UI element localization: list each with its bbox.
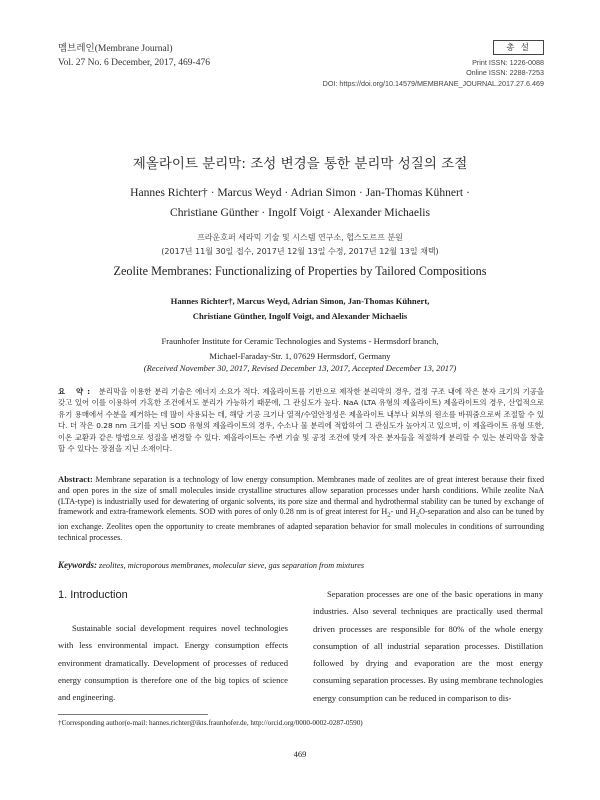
- abstract-english-text: Membrane separation is a technology of low energy consumption. Membranes made of zeolites are of great interest because their fixed and open pores in the size of small molecules inside crystalline structures allow separation processes under harsh conditions. While zeolite NaA (LTA-type) is industrially used for dewatering of organic solvents, its pore size and thermal and hydrothermal stability can be tuned by exchange of framework and extra-framework elements. SOD with pores of only 0.28 nm is of great interest for H: [58, 475, 544, 517]
- affiliation-english: [40, 334, 560, 363]
- paragraph: Sustainable social development requires novel technologies with less environmental impact. Energy consumption effects environment dramatically. Development of processes of reduced energy consumption is therefore one of the big topics of science and engineering.: [58, 623, 288, 703]
- footnote-divider: [58, 714, 208, 715]
- volume-info: Vol. 27 No. 6 December, 2017, 469-476: [58, 58, 210, 68]
- corresponding-author-footnote: †Corresponding author(e-mail: hannes.richter@ikts.fraunhofer.de, http://orcid.org/0000-0002-0287-0590): [58, 719, 363, 727]
- authors-korean-section: [40, 183, 560, 223]
- authors-english: [40, 294, 560, 324]
- online-issn: Online ISSN: 2288-7253: [466, 68, 544, 77]
- authors-english-line-1: Hannes Richter†, Marcus Weyd, Adrian Simon, Jan-Thomas Kühnert,: [170, 296, 430, 306]
- authors-english-line-2: Christiane Günther, Ingolf Voigt, and Alexander Michaelis: [192, 311, 408, 321]
- article-type-badge: 총 설: [493, 40, 544, 55]
- issn-block: [323, 40, 544, 89]
- affiliation-english-line-1: Fraunhofer Institute for Ceramic Technologies and Systems - Hermsdorf branch,: [161, 336, 439, 346]
- abstract-korean-label: 요 약:: [58, 387, 95, 396]
- title-korean: 제올라이트 분리막: 조성 변경을 통한 분리막 성질의 조절: [132, 156, 468, 172]
- dates-korean: (2017년 11월 30일 접수, 2017년 12월 13일 수정, 2017년 12월 13일 채택): [161, 247, 439, 256]
- journal-header: [58, 42, 210, 70]
- keywords-label: Keywords:: [58, 560, 97, 570]
- abstract-english-label: Abstract:: [58, 474, 93, 484]
- abstract-korean-text: 분리막을 이용한 분리 기술은 에너지 소요가 적다. 제올라이트를 기반으로 제작한 분리막의 경우, 결정 구조 내에 작은 분자 크기의 기공을 갖고 있어 이를 이용하여 가혹한 조건에서도 분리가 가능하기 때문에, 그 관심도가 높다. NaA (LTA 유형의 제올라이트) 제올라이트의 경우, 산업적으로 유기 용매에서 수분을 제거하는 데 많이 사용되는 데, 해당 기공 크기나 열적/수열안정성은 제올라이트 내부나 외부의 원소를 바꿔줌으로써 조절할 수 있다. 더 작은 0.28 nm 크기를 지닌 SOD 유형의 제올라이트의 경우, 수소나 물 분리에 적합하여 그 관심도가 높아지고 있으며, 이 제올라이트 유형 또한, 이온 교환과 같은 방법으로 성질을 변경할 수 있다. 제올라이트는 주변 기술 및 공정 조건에 맞게 작은 분자들을 적절하게 분리할 수 있는 분리막을 창출할 수 있다는 장점을 지닌 소재이다.: [58, 387, 545, 454]
- subscript-h2-b: 2: [415, 512, 420, 519]
- body-column-left: [58, 620, 288, 706]
- abstract-english-tail: O-separation and also can be tuned by ion exchange. Zeolites open the opportunity to create membranes of adapted separation behavior for small molecules in conditions of surrounding technical processes.: [58, 507, 544, 542]
- abstract-english-mid: - und H: [390, 507, 416, 517]
- print-issn: Print ISSN: 1226-0088: [472, 57, 544, 67]
- abstract-english: [58, 474, 544, 543]
- journal-name: 멤브레인(Membrane Journal): [58, 44, 173, 54]
- title-english: Zeolite Membranes: Functionalizing of Properties by Tailored Compositions: [113, 264, 487, 278]
- paragraph: Separation processes are one of the basic operations in many industries. Also several techniques are practically used thermal driven processes are responsible for 80% of the whole energy consumption of all industrial separation processes. Distillation followed by drying and evaporation are the most energy consuming separation processes. By using membrane technologies energy consumption can be reduced in comparison to dis-: [313, 589, 543, 703]
- affiliation-korean-line-1: 프라운호퍼 세라믹 기술 및 시스템 연구소, 헙스도르프 분원: [197, 233, 403, 242]
- affiliation-english-line-2: Michael-Faraday-Str. 1, 07629 Hermsdorf, Germany: [209, 350, 391, 361]
- keywords-text: zeolites, microporous membranes, molecular sieve, gas separation from mixtures: [99, 561, 365, 570]
- keywords: [58, 560, 544, 570]
- subscript-h2-a: 2: [387, 512, 391, 519]
- authors-line-2: Christiane Günther · Ingolf Voigt · Alexander Michaelis: [169, 206, 431, 219]
- abstract-korean: [58, 386, 544, 454]
- page-number: 469: [293, 749, 307, 759]
- doi-link[interactable]: DOI: https://doi.org/10.14579/MEMBRANE_JOURNAL.2017.27.6.469: [322, 78, 544, 88]
- affiliation-korean: [40, 231, 560, 259]
- body-column-right: [313, 586, 543, 707]
- section-heading-introduction: 1. Introduction: [58, 589, 128, 601]
- dates-english: (Received November 30, 2017, Revised December 13, 2017, Accepted December 13, 2017): [143, 363, 457, 373]
- authors-line-1: Hannes Richter† · Marcus Weyd · Adrian Simon · Jan-Thomas Kühnert ·: [130, 186, 470, 199]
